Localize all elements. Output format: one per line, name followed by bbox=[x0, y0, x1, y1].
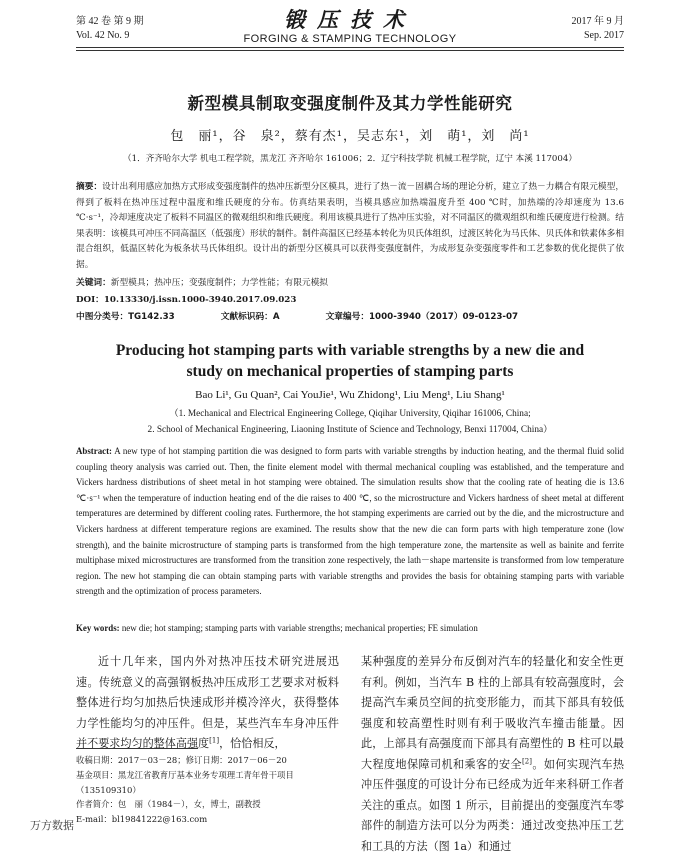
article-number: 文章编号：1000-3940（2017）09-0123-07 bbox=[325, 312, 519, 322]
body-left-tail: ，恰恰相反， bbox=[219, 737, 286, 750]
issue-en: Vol. 42 No. 9 bbox=[76, 30, 130, 41]
clc-number: 中图分类号：TG142.33 bbox=[76, 312, 175, 322]
keywords-cn-text: 新型模具；热冲压；变强度制件；力学性能；有限元模拟 bbox=[110, 278, 328, 288]
affiliations-cn: （1．齐齐哈尔大学 机电工程学院，黑龙江 齐齐哈尔 161006；2．辽宁科技学院 机械工程学院，辽宁 本溪 117004） bbox=[123, 154, 577, 164]
keywords-cn-label: 关键词： bbox=[76, 278, 111, 288]
issue-cn: 第 42 卷 第 9 期 bbox=[76, 16, 144, 27]
source-watermark: 万方数据 bbox=[30, 819, 74, 832]
abstract-cn bbox=[76, 180, 624, 273]
keywords-en-label: Key words: bbox=[76, 623, 120, 633]
affiliation-en-2: 2. School of Mechanical Engineering, Liaoning Institute of Science and Technology, Benxi 117004, China） bbox=[147, 425, 553, 435]
date-en: Sep. 2017 bbox=[584, 30, 624, 41]
citation-ref-2[interactable]: [2] bbox=[522, 756, 532, 765]
affiliation-en-1: （1. Mechanical and Electrical Engineering College, Qiqihar University, Qiqihar 161006, China; bbox=[169, 409, 531, 419]
abstract-en-text: A new type of hot stamping partition die was designed to form parts with variable strengths by induction heating, and the thermal fluid solid coupling theory analysis was carried out. Then, the finite element model with thermal mechanical coupling was established, and the temperature and Vickers hardness distributions of sheet metal in hot stamping were obtained. The simulation results show that the cooling rate of heating die is 13.6 ℃·s⁻¹ when the temperature of induction heating end of the die raises to 400 ℃, so the microstructure and Vickers hardness of sheet metal at different temperatures are determined by different cooling rates. Furthermore, the hot stamping experiments are carried out by the die, and the microstructure and Vickers hardness at different temperature regions are examined. The results show that the new die can form parts with high temperature zone (low strength), and the bainite microstructure of stamping parts is transformed from the high temperature zone, the martensite as well as bainite and ferrite multiphase mixed microstructures are transformed from the transition zone respectively, the lath－shape martensite is transformed from low temperature region. The new hot stamping die can obtain stamping parts with variable strengths and provides the basis for obtaining stamping parts with variable strength and the optimization of process parameters. bbox=[76, 446, 624, 597]
footnote-email: E-mail：bl19841222@163.com bbox=[76, 814, 208, 825]
header-rule bbox=[76, 47, 624, 48]
footnote-rule bbox=[76, 748, 198, 749]
keywords-en-text: new die; hot stamping; stamping parts with variable strengths; mechanical properties; FE simulation bbox=[119, 623, 478, 633]
body-right-text: 某种强度的差异分布反倒对汽车的轻量化和安全性更有利。例如，当汽车 B 柱的上部具有较高强度时，会提高汽车乘员空间的抗变形能力，而其下部具有较低强度和较高塑性时则有利于吸收汽车撞击能量。因此，上部具有高强度而下部具有高塑性的 B 柱可以最大程度地保障司机和乘客的安全 bbox=[361, 655, 624, 771]
affiliations-en bbox=[0, 406, 700, 438]
citation-ref-1[interactable]: [1] bbox=[209, 736, 220, 745]
paper-title-en: Producing hot stamping parts with variable strengths by a new die and study on mechanical properties of stamping parts bbox=[115, 342, 585, 380]
header-rule-thin bbox=[76, 50, 624, 51]
footnote-fund: 基金项目：黑龙江省教育厅基本业务专项理工青年骨干项目（135109310） bbox=[76, 769, 294, 795]
authors-cn: 包 丽¹，谷 泉²，蔡有杰¹，吴志东¹，刘 萌¹，刘 尚¹ bbox=[170, 129, 530, 144]
abstract-cn-text: 设计出利用感应加热方式形成变强度制件的热冲压新型分区模具，进行了热－流－固耦合场的理论分析，建立了热－力耦合有限元模型，得到了板料在热冲压过程中温度和维氏硬度的分布。仿真结果表明，当模具感应加热端温度升至 400 ℃时，加热端的冷却速度为 13.6 ℃·s⁻¹，冷却速度决定了板料不同温区的微观组织和维氏硬度。利用该模具进行了热冲压实验，对不同温区的微观组织和维氏硬度进行检测。结果表明：该模具可冲压不同高温区（低强度）形状的制件。制件高温区已经基本转化为贝氏体组织，过渡区转化为马氏体、贝氏体和铁素体多相混合组织，低温区转化为板条状马氏体组织。设计出的新型分区模具可以获得变强度制件，为成形复杂变强度零件和工艺参数的优化提供了依据。 bbox=[76, 182, 625, 270]
doi: DOI：10.13330/j.issn.1000-3940.2017.09.023 bbox=[76, 295, 297, 305]
journal-name-en: FORGING & STAMPING TECHNOLOGY bbox=[243, 33, 457, 45]
abstract-en bbox=[76, 444, 624, 600]
footnote-author: 作者简介：包 丽（1984－），女，博士，副教授 bbox=[76, 799, 261, 810]
abstract-cn-label: 摘要： bbox=[76, 182, 103, 192]
classification-cn bbox=[76, 310, 624, 325]
footnote bbox=[76, 753, 339, 827]
body-column-left bbox=[76, 652, 339, 755]
body-right-tail: 。如何实现汽车热冲压件强度的可设计分布已经成为近年来科研工作者关注的重点。如图 1 所示，目前提出的变强度汽车零部件的制造方法可以分为两类：通过改变热冲压工艺和工具的方法（图 1a）和通过 bbox=[361, 757, 624, 853]
body-column-right bbox=[361, 652, 624, 857]
date-cn: 2017 年 9 月 bbox=[571, 16, 624, 27]
keywords-en bbox=[76, 621, 624, 636]
authors-en: Bao Li¹, Gu Quan², Cai YouJie¹, Wu Zhidong¹, Liu Meng¹, Liu Shang¹ bbox=[195, 389, 505, 401]
keywords-cn bbox=[76, 276, 624, 291]
document-code: 文献标识码：A bbox=[220, 312, 280, 322]
date-info bbox=[572, 15, 625, 43]
footnote-received: 收稿日期：2017－03－28；修订日期：2017－06－20 bbox=[76, 755, 287, 765]
body-left-text: 近十几年来，国内外对热冲压技术研究进展迅速。传统意义的高强钢板热冲压成形工艺要求对板料整体进行均匀加热后快速成形并模冷淬火，获得整体力学性能均匀的冲压件。但是，某些汽车车身冲压件并不要求均匀的整体高强度 bbox=[76, 655, 339, 750]
journal-name-cn: 锻压技术 bbox=[284, 7, 416, 32]
abstract-en-label: Abstract: bbox=[76, 446, 112, 456]
paper-title-cn: 新型模具制取变强度制件及其力学性能研究 bbox=[187, 94, 513, 113]
